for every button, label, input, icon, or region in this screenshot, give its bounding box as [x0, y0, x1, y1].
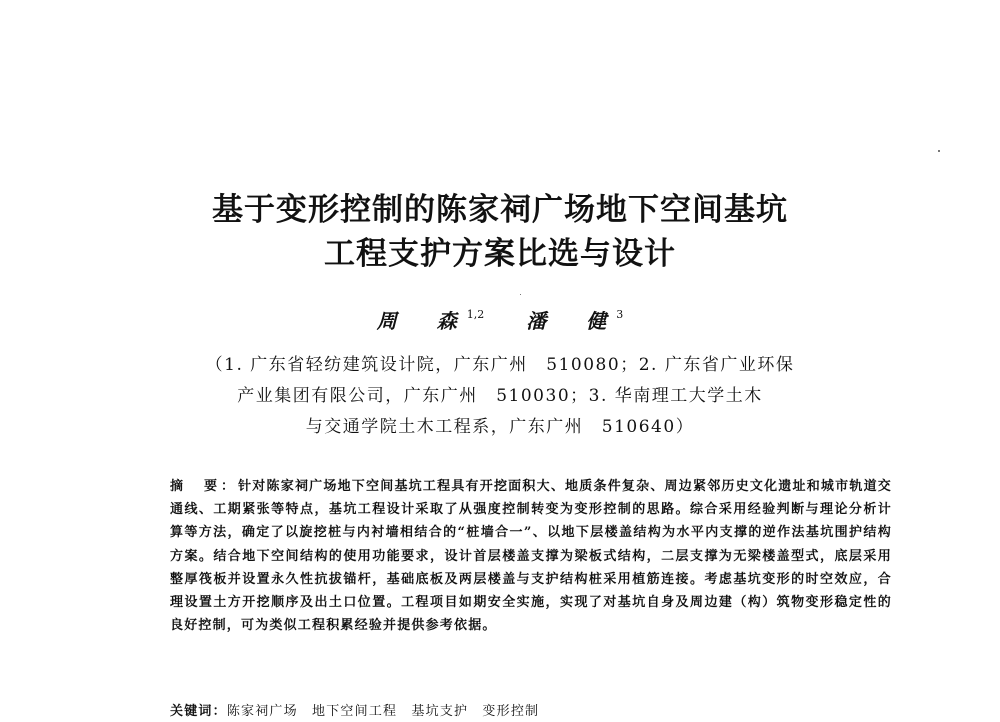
- affiliation-line: （1. 广东省轻纺建筑设计院，广东广州 510080；2. 广东省广业环保: [205, 355, 795, 375]
- abstract-text: 针对陈家祠广场地下空间基坑工程具有开挖面积大、地质条件复杂、周边紧邻历史文化遗址和城市轨道交通线、工期紧张等特点，基坑工程设计采取了从强度控制转变为变形控制的思路。综合采用经验判断与理论分析计算等方法，确定了以旋挖桩与内衬墙相结合的“桩墙合一”、以地下层楼盖结构为水平内支撑的逆作法基坑围护结构方案。结合地下空间结构的使用功能要求，设计首层楼盖支撑为梁板式结构，二层支撑为无梁楼盖型式，底层采用整厚筏板并设置永久性抗拔锚杆，基础底板及两层楼盖与支护结构桩采用植筋连接。考虑基坑变形的时空效应，合理设置土方开挖顺序及出土口位置。工程项目如期安全实施，实现了对基坑自身及周边建（构）筑物变形稳定性的良好控制，可为类似工程积累经验并提供参考依据。: [170, 479, 892, 634]
- paper-title-line-1: 基于变形控制的陈家祠广场地下空间基坑: [212, 192, 788, 228]
- author-name: 周 森: [376, 309, 467, 333]
- paper-title-line-2: 工程支护方案比选与设计: [324, 236, 676, 272]
- abstract-label: 摘 要：: [170, 479, 239, 494]
- keywords-text: 陈家祠广场 地下空间工程 基坑支护 变形控制: [226, 704, 540, 719]
- scan-speck: [520, 294, 521, 295]
- keywords-label: 关键词：: [170, 704, 227, 719]
- keywords: [170, 702, 930, 722]
- affiliation-line: 与交通学院土木工程系，广东广州 510640）: [305, 417, 695, 437]
- author-affiliation-marker: 3: [616, 308, 624, 321]
- author-affiliation-marker: 1,2: [466, 308, 485, 321]
- affiliation-line: 产业集团有限公司，广东广州 510030；3. 华南理工大学土木: [237, 386, 763, 406]
- author-list: [0, 305, 1000, 334]
- abstract: [170, 475, 892, 637]
- scan-speck: [938, 150, 940, 152]
- author-name: 潘 健: [526, 309, 617, 333]
